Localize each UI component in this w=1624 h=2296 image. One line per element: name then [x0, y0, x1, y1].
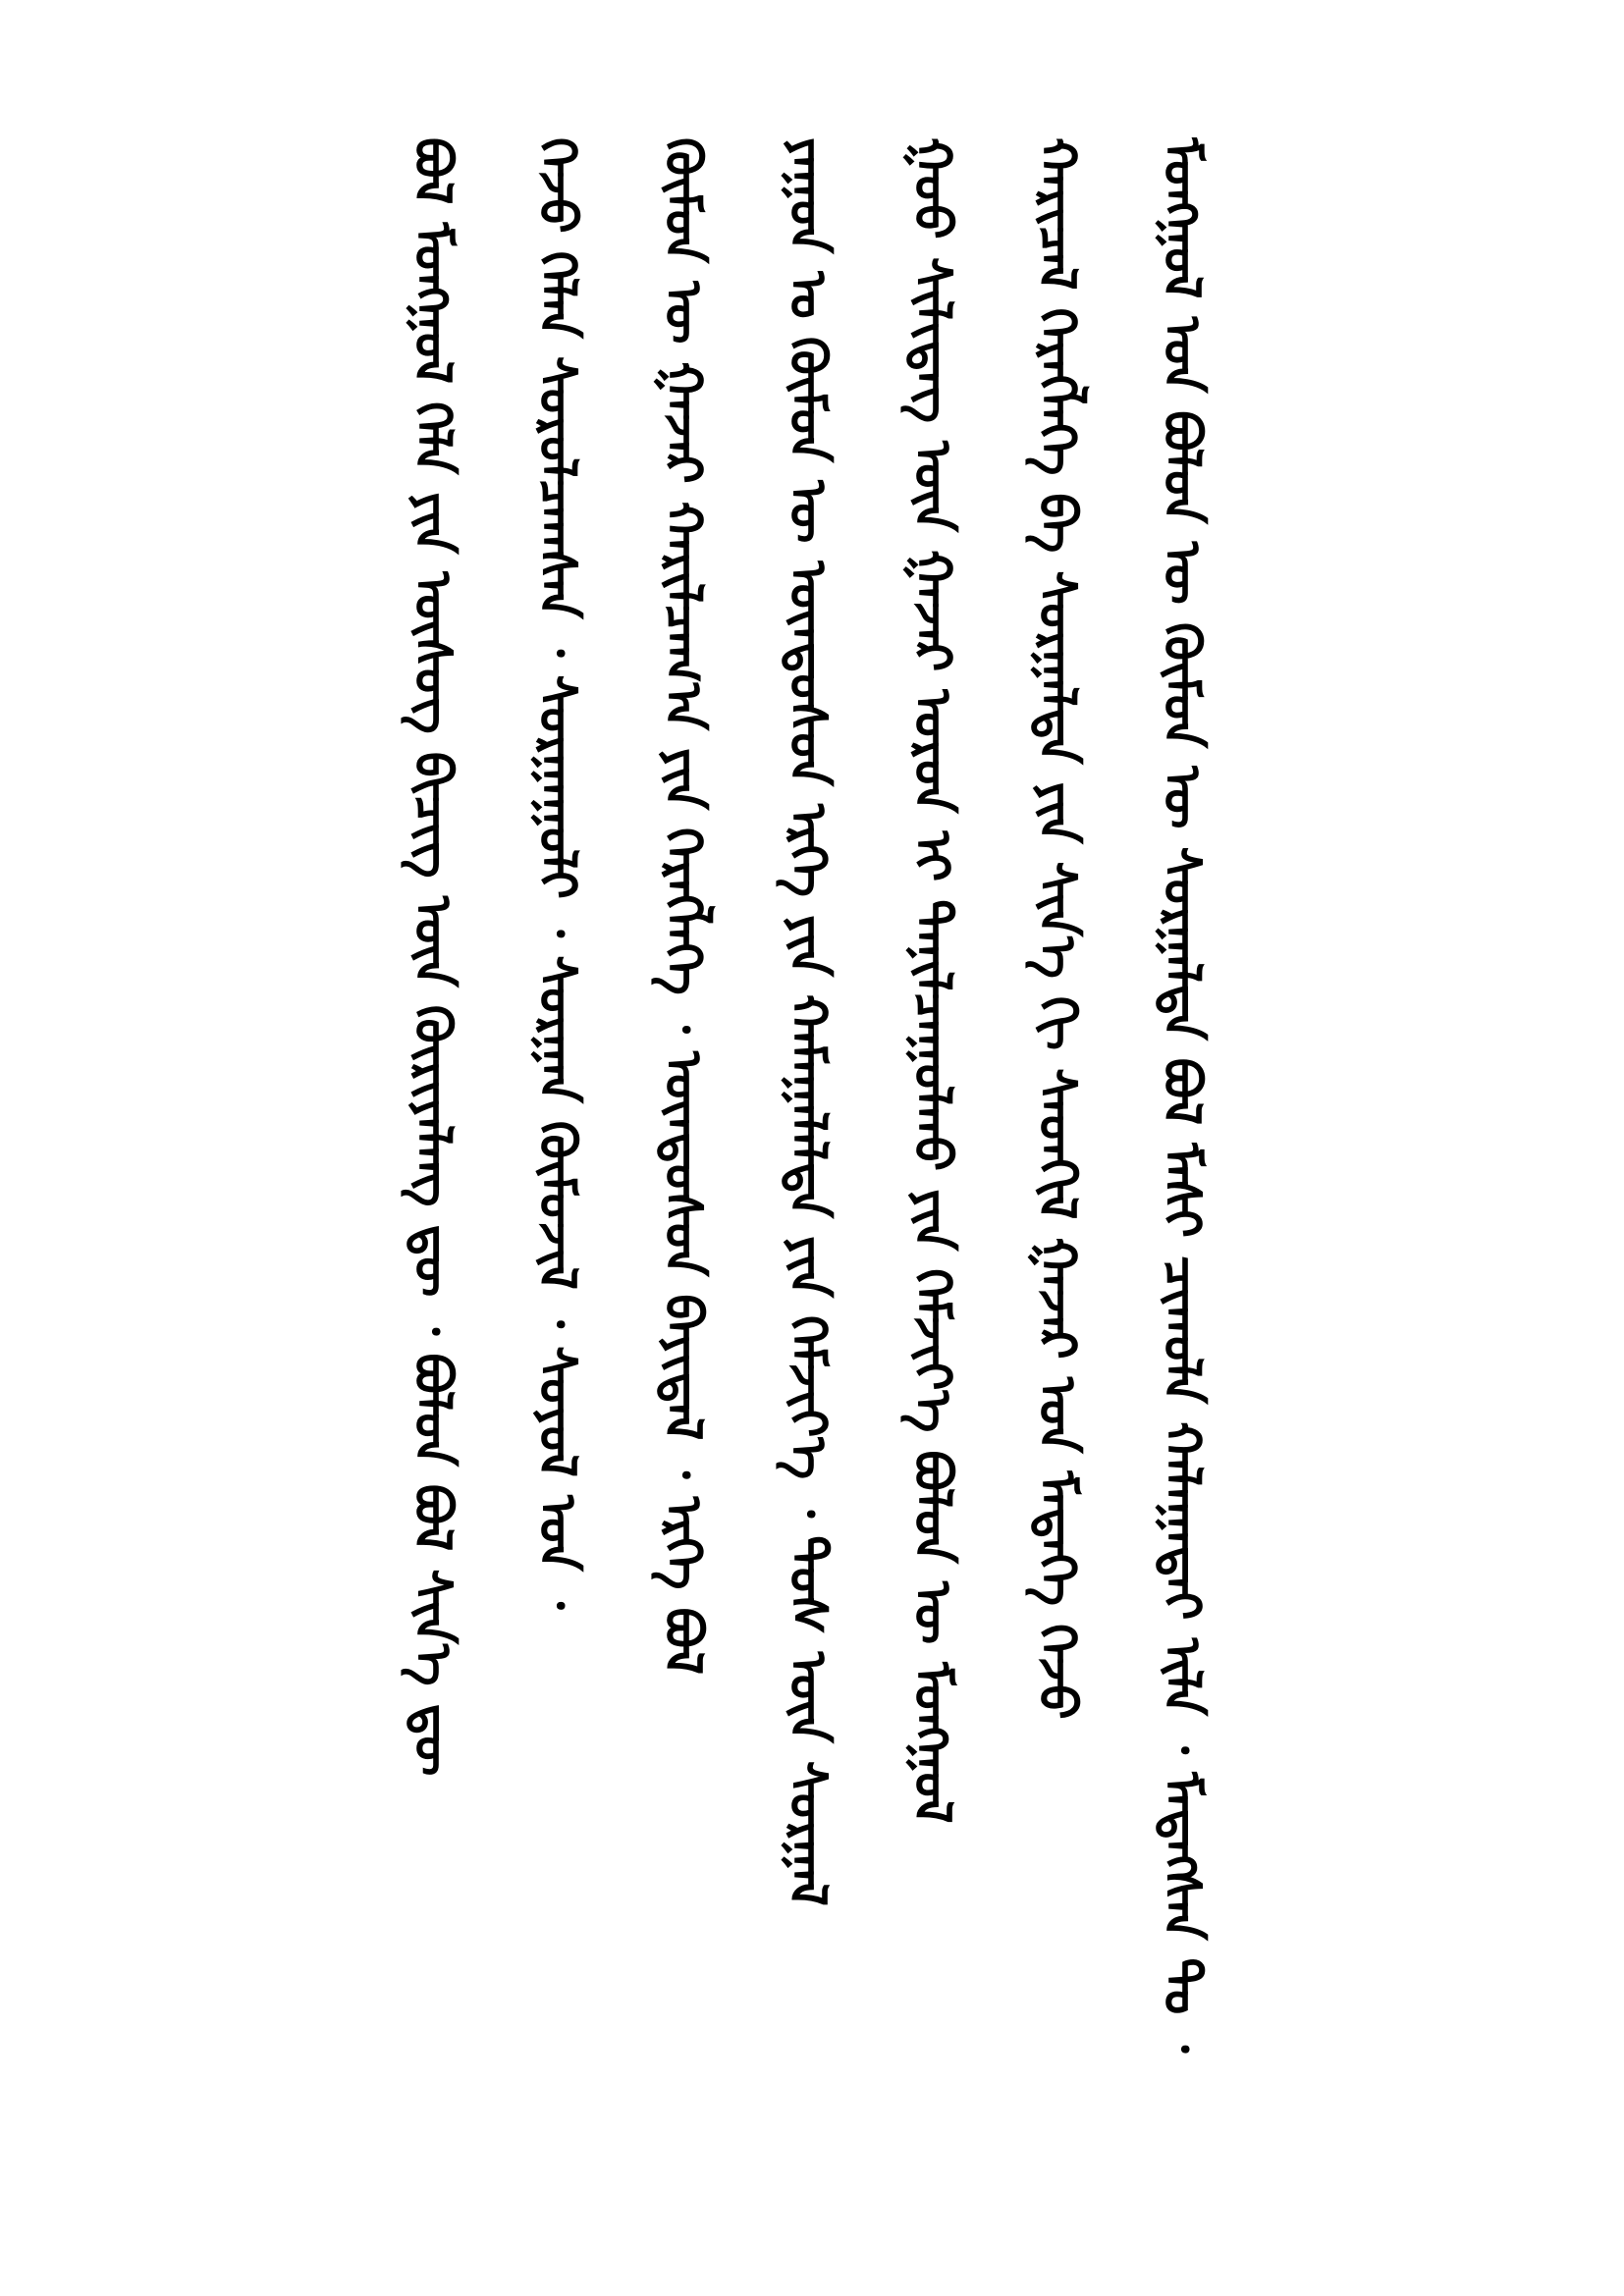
text-column-7: ᠮᠣᠩᠭᠣᠯ ᠤᠨ ᠪᠣᠯᠤᠨ ᠦ ᠬᠦᠮᠦᠨ ᠦ ᠰᠤᠷᠭᠠᠯᠲᠠ ᠪᠣᠯ ᠮᠠᠰᠢ ᠴᠢᠬᠤᠯᠠ ᠬᠠᠯᠠᠭᠠᠲᠠᠶ ᠢᠯᠡ ᠂ ᠮᠡᠳᠡᠭᠰᠡᠨ ᠲᠤ ᠂: [1152, 137, 1211, 2054]
text-column-1: ᠪᠣᠯ ᠮᠣᠩᠭᠣᠯ ᠬᠡᠯᠡ ᠶᠢᠨ ᠦᠰᠦᠭ ᠪᠢᠴᠢᠭ ᠦᠨ ᠬᠦᠷᠢᠶᠡᠯᠡᠩ ᠳᠦ ᠂ ᠪᠣᠯᠤᠨ ᠪᠣᠯ ᠰᠢᠨ᠎ᠡ ᠳᠦ: [403, 137, 461, 1777]
text-column-4: ᠶᠠᠭᠤᠨ ᠤ ᠬᠦᠮᠦᠨ ᠦ ᠦᠨᠳᠦᠰᠦᠨ ᠡᠷᠬᠡ ᠶᠢᠨ ᠬᠠᠮᠠᠭᠠᠯᠠᠯᠲᠠ ᠶᠢᠨ ᠬᠡᠮᠵᠢᠶ᠎ᠡ ᠂ ᠲᠤᠰ ᠦᠨ ᠰᠤᠷᠭᠠᠯ: [778, 137, 837, 1906]
text-column-6: ᠬᠠᠷᠢᠴᠠᠯ ᠬᠡᠷᠡᠭᠯᠡᠭᠡ ᠪᠠ ᠰᠤᠷᠭᠠᠯᠲᠠ ᠶᠢᠨ ᠰᠢᠨ᠎ᠡ ᠬᠢ ᠰᠡᠳᠭᠢᠯ ᠭᠠᠵᠠᠷ ᠤᠨ ᠮᠡᠳᠡᠭᠡ ᠭᠡᠵᠦ: [1027, 137, 1086, 1720]
text-column-5: ᠭᠣᠣ ᠰᠢᠯᠢᠳᠡᠭ ᠦᠨ ᠭᠠᠵᠠᠷ ᠤᠷᠤᠨ ᠢ ᠲᠠᠨᠢᠯᠴᠠᠭᠤᠯᠬᠤ ᠶᠢᠨ ᠬᠡᠮᠵᠢᠶ᠎ᠡ ᠪᠣᠯᠤᠨ ᠦ ᠮᠣᠩᠭᠣᠯ: [902, 137, 961, 1824]
text-column-2: ᠭᠡᠵᠦ ᠬᠡᠯᠡᠨ ᠰᠤᠷᠤᠯᠴᠠᠭᠰᠠᠨ ᠂ ᠰᠤᠷᠭᠠᠭᠤᠯᠢ ᠂ ᠰᠤᠷᠭᠠᠨ ᠬᠦᠮᠦᠵᠢᠯ ᠂ ᠰᠣᠶᠣᠯ ᠤᠨ ᠂: [527, 137, 586, 1610]
text-column-3: ᠬᠦᠮᠦᠨ ᠦ ᠭᠠᠵᠠᠷ ᠬᠠᠷᠢᠯᠴᠠᠭ᠎ᠠ ᠶᠢᠨ ᠬᠡᠷᠡᠭᠯᠡᠭᠡ ᠂ ᠦᠨᠳᠦᠰᠦᠨ ᠪᠠᠶᠢᠳᠠᠯ ᠂ ᠡᠷᠬᠡ ᠪᠣᠯ: [653, 137, 712, 1676]
